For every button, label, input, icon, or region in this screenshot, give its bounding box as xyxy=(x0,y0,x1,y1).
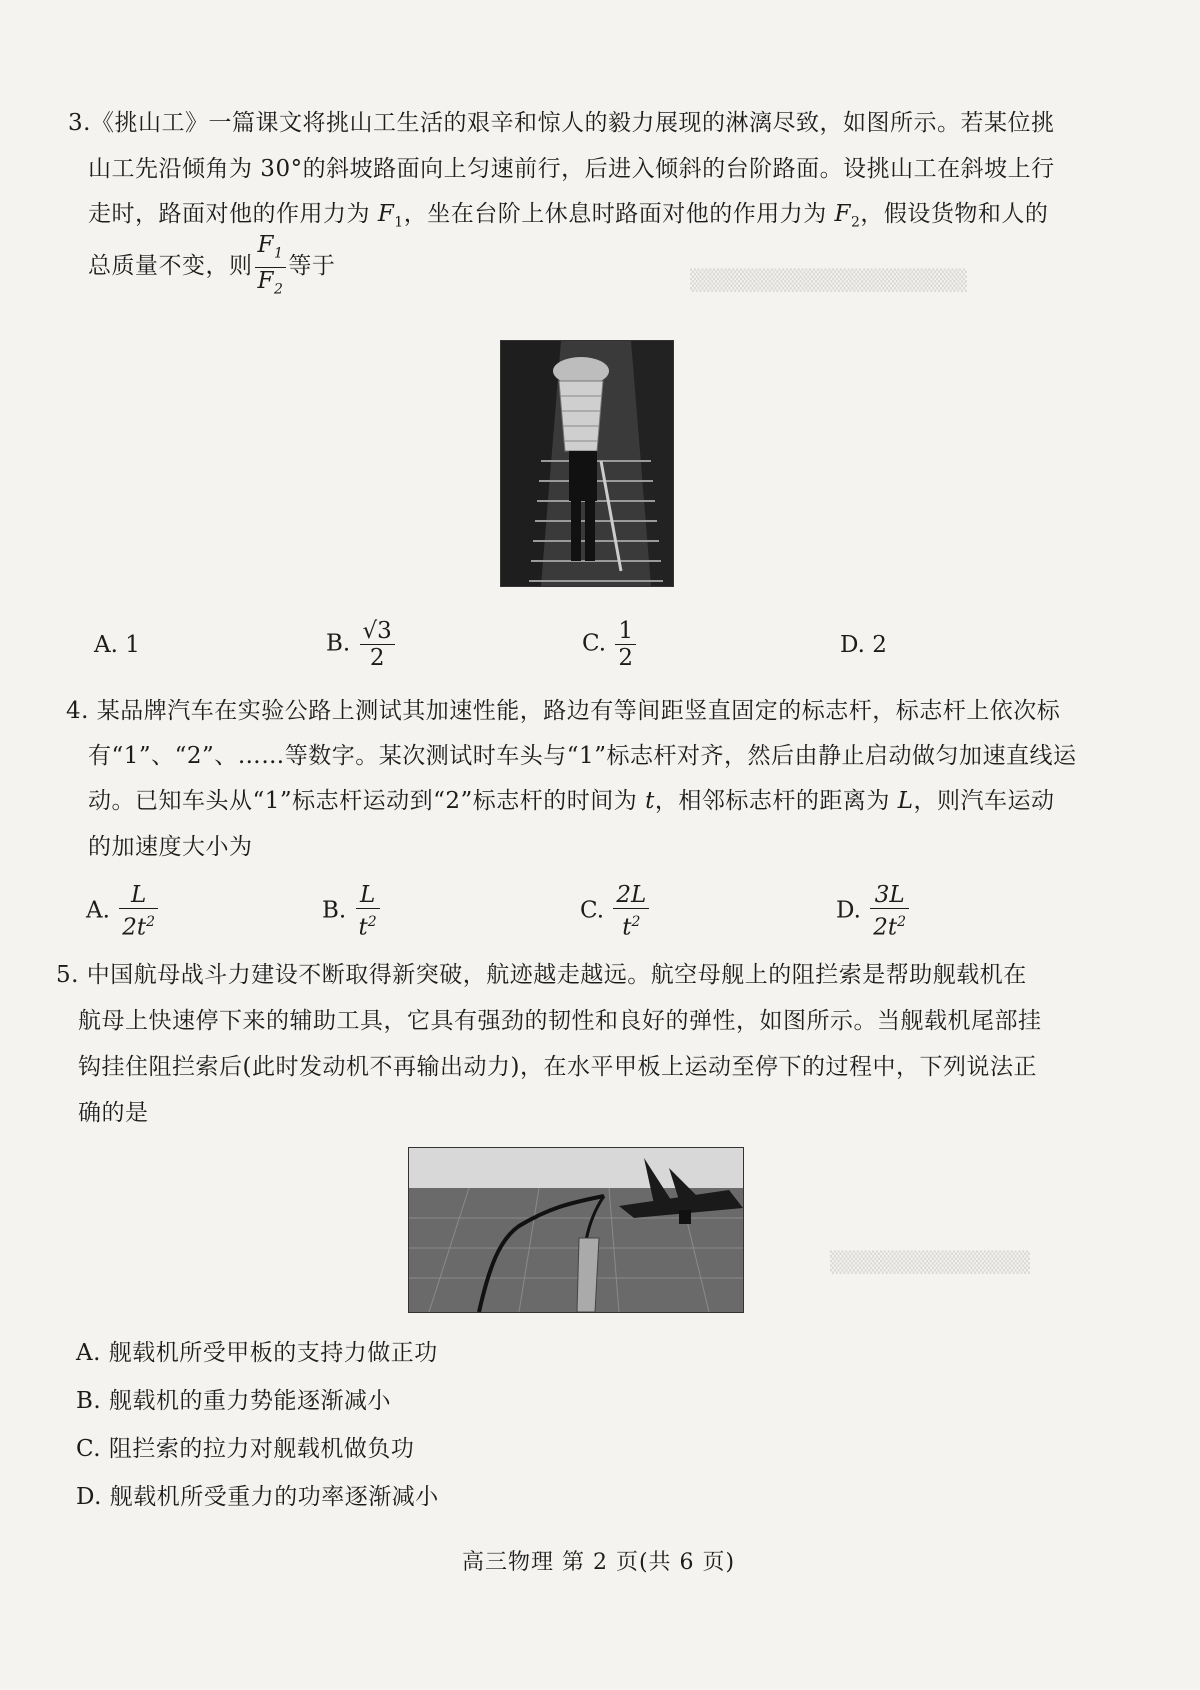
option-fraction xyxy=(119,882,158,941)
q3-line-3-text: ，坐在台阶上休息时路面对他的作用力为 xyxy=(403,201,835,227)
square-exponent: 2 xyxy=(367,914,377,930)
denominator-text: 2t xyxy=(122,914,147,941)
q5-line-3: 钩挂住阻拦索后(此时发动机不再输出动力)，在水平甲板上运动至停下的过程中，下列说法正 xyxy=(78,1054,1037,1080)
fraction-numerator: √3 xyxy=(360,618,395,645)
fraction-denominator xyxy=(870,909,909,941)
square-exponent: 2 xyxy=(631,914,641,930)
q3-line-3 xyxy=(88,195,1048,231)
page-footer: 高三物理 第 2 页(共 6 页) xyxy=(462,1550,736,1575)
fraction-denominator xyxy=(356,909,380,941)
option-fraction xyxy=(360,618,395,671)
q3-line-2: 山工先沿倾角为 30°的斜坡路面向上匀速前行，后进入倾斜的台阶路面。设挑山工在斜坡上行 xyxy=(88,156,1055,182)
force-f2-subscript: 2 xyxy=(850,214,861,231)
time-symbol: t xyxy=(645,788,655,814)
fraction-numerator: 2L xyxy=(613,882,649,909)
numerator-symbol: F xyxy=(257,232,274,258)
q3-line-1: 3.《挑山工》一篇课文将挑山工生活的艰辛和惊人的毅力展现的淋漓尽致，如图所示。若某位挑 xyxy=(68,110,1055,136)
q5-option-d[interactable]: D. 舰载机所受重力的功率逐渐减小 xyxy=(76,1484,439,1510)
q4-line-3-text: 动。已知车头从“1”标志杆运动到“2”标志杆的时间为 xyxy=(88,788,646,814)
option-label: B. xyxy=(322,897,347,924)
arresting-cable-drawing xyxy=(409,1148,743,1312)
q4-line-3-text: ，则汽车运动 xyxy=(913,788,1055,814)
fraction-numerator: 1 xyxy=(615,618,636,645)
option-fraction xyxy=(615,618,636,671)
q3-line-4-text: 等于 xyxy=(288,253,336,280)
option-label: B. xyxy=(326,630,351,657)
denominator-text: t xyxy=(622,914,632,941)
option-label: D. xyxy=(836,897,861,924)
fraction-numerator: 3L xyxy=(870,882,909,909)
option-label: A. xyxy=(86,897,110,924)
q4-line-3 xyxy=(88,782,1054,815)
porter-photo-drawing xyxy=(501,341,673,586)
fraction-numerator: L xyxy=(119,882,158,909)
q3-option-c[interactable] xyxy=(582,618,638,671)
fraction-numerator: L xyxy=(356,882,380,909)
option-value: 1 xyxy=(125,632,140,658)
q3-option-b[interactable] xyxy=(326,618,397,671)
force-f2-symbol: F xyxy=(834,201,851,227)
q4-option-b[interactable] xyxy=(322,882,382,941)
fraction-denominator: 2 xyxy=(369,645,385,671)
q3-option-d[interactable] xyxy=(840,632,887,658)
bleed-through-text: ▒▒▒▒▒▒▒▒▒▒▒▒▒ xyxy=(830,1250,1030,1274)
q4-line-3-text: ，相邻标志杆的距离为 xyxy=(654,788,898,814)
option-label: C. xyxy=(582,630,607,657)
option-label: A. xyxy=(94,632,118,658)
fraction-denominator xyxy=(613,909,649,941)
force-f1-symbol: F xyxy=(377,201,395,227)
q4-option-c[interactable] xyxy=(580,882,651,941)
square-exponent: 2 xyxy=(146,914,156,930)
q5-option-a[interactable]: A. 舰载机所受甲板的支持力做正功 xyxy=(76,1340,438,1366)
q4-line-1: 4. 某品牌汽车在实验公路上测试其加速性能，路边有等间距竖直固定的标志杆，标志杆上依次标 xyxy=(66,698,1061,724)
q5-line-4: 确的是 xyxy=(78,1100,149,1126)
option-value: 2 xyxy=(872,632,887,658)
q3-line-3-text: 走时，路面对他的作用力为 xyxy=(88,201,378,227)
q5-option-c[interactable]: C. 阻拦索的拉力对舰载机做负功 xyxy=(76,1436,415,1462)
q4-option-d[interactable] xyxy=(836,882,911,941)
q3-line-4 xyxy=(88,232,335,302)
option-label: C. xyxy=(580,897,605,924)
denominator-subscript: 2 xyxy=(273,281,284,298)
numerator-subscript: 1 xyxy=(273,245,284,262)
denominator-symbol: F xyxy=(257,267,274,294)
force-f1-subscript: 1 xyxy=(394,214,404,231)
q3-line-3-text: ，假设货物和人的 xyxy=(860,201,1049,227)
denominator-text: t xyxy=(358,914,368,941)
denominator-text: 2t xyxy=(873,914,898,941)
ratio-fraction xyxy=(255,232,287,302)
fraction-denominator xyxy=(255,268,287,303)
fraction-denominator: 2 xyxy=(618,645,634,671)
fraction-denominator xyxy=(119,909,158,941)
q5-line-1: 5. 中国航母战斗力建设不断取得新突破，航迹越走越远。航空母舰上的阻拦索是帮助舰载机在 xyxy=(56,962,1027,988)
porter-photo xyxy=(500,340,674,587)
distance-symbol: L xyxy=(897,788,914,814)
q3-option-a[interactable] xyxy=(94,632,140,658)
square-exponent: 2 xyxy=(897,914,907,930)
arresting-cable-photo xyxy=(408,1147,744,1313)
q5-option-b[interactable]: B. 舰载机的重力势能逐渐减小 xyxy=(76,1388,392,1414)
q3-line-4-text: 总质量不变，则 xyxy=(88,253,253,280)
q4-line-2: 有“1”、“2”、……等数字。某次测试时车头与“1”标志杆对齐，然后由静止启动做匀加速直线运 xyxy=(88,743,1077,769)
q4-option-a[interactable] xyxy=(86,882,160,941)
option-label: D. xyxy=(840,632,865,658)
option-fraction xyxy=(613,882,649,941)
q5-line-2: 航母上快速停下来的辅助工具，它具有强劲的韧性和良好的弹性，如图所示。当舰载机尾部挂 xyxy=(78,1008,1042,1034)
bleed-through-text: ▒▒▒▒▒▒▒▒▒▒▒▒▒▒▒▒▒▒ xyxy=(690,268,967,292)
fraction-numerator xyxy=(255,232,287,268)
option-fraction xyxy=(356,882,380,941)
q4-line-4: 的加速度大小为 xyxy=(88,834,253,860)
option-fraction xyxy=(870,882,909,941)
